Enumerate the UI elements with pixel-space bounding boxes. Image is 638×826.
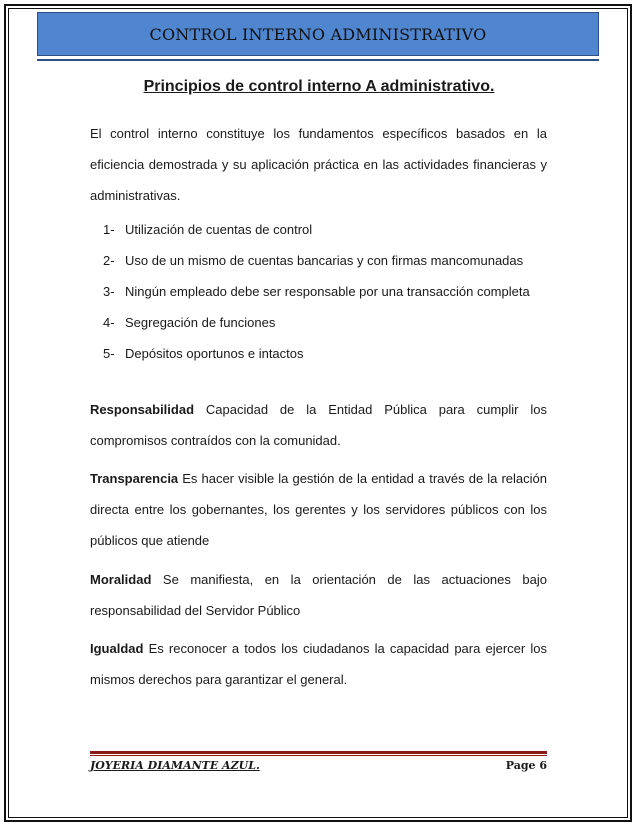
list-item-text: Ningún empleado debe ser responsable por una transacción completa [125, 284, 530, 299]
section-heading: Principios de control interno A administrativo. [143, 78, 495, 95]
list-item-text: Utilización de cuentas de control [125, 222, 313, 237]
definition-term: Igualdad [90, 641, 144, 656]
definition-term: Responsabilidad [90, 402, 195, 417]
list-item [103, 250, 530, 281]
definition-term: Transparencia [90, 471, 179, 486]
list-item-number: 5- [103, 346, 115, 361]
list-item-number: 2- [103, 253, 115, 268]
definition-transparencia [90, 463, 547, 556]
definition-igualdad [90, 633, 547, 695]
header-title: CONTROL INTERNO ADMINISTRATIVO [149, 24, 487, 44]
list-item [103, 312, 530, 343]
list-item-text: Depósitos oportunos e intactos [125, 346, 304, 361]
definition-text: Es hacer visible la gestión de la entidad a través de la relación directa entre los gobernantes, los gerentes y los servidores públicos con los públicos que atiende [90, 471, 547, 548]
list-item [103, 343, 530, 374]
footer-company-name: JOYERIA DIAMANTE AZUL. [90, 759, 260, 772]
footer-page-number: Page 6 [505, 759, 547, 772]
footer-rule [90, 751, 547, 754]
definition-responsabilidad [90, 394, 547, 456]
header-rule [37, 59, 599, 61]
list-item [103, 281, 530, 312]
definition-text: Se manifiesta, en la orientación de las actuaciones bajo responsabilidad del Servidor Público [90, 572, 547, 618]
list-item [103, 219, 530, 250]
definition-text: Capacidad de la Entidad Pública para cumplir los compromisos contraídos con la comunidad. [90, 402, 547, 448]
principles-list [103, 219, 530, 374]
footer-rule-thin [90, 755, 547, 756]
definition-moralidad [90, 564, 547, 626]
header-banner [37, 12, 599, 56]
list-item-number: 1- [103, 222, 115, 237]
definition-term: Moralidad [90, 572, 152, 587]
list-item-text: Segregación de funciones [125, 315, 276, 330]
list-item-text: Uso de un mismo de cuentas bancarias y con firmas mancomunadas [125, 253, 524, 268]
list-item-number: 3- [103, 284, 115, 299]
definition-text: Es reconocer a todos los ciudadanos la capacidad para ejercer los mismos derechos para garantizar el general. [90, 641, 547, 687]
list-item-number: 4- [103, 315, 115, 330]
intro-paragraph: El control interno constituye los fundamentos específicos basados en la eficiencia demostrada y su aplicación práctica en las actividades financieras y administrativas. [90, 126, 547, 203]
